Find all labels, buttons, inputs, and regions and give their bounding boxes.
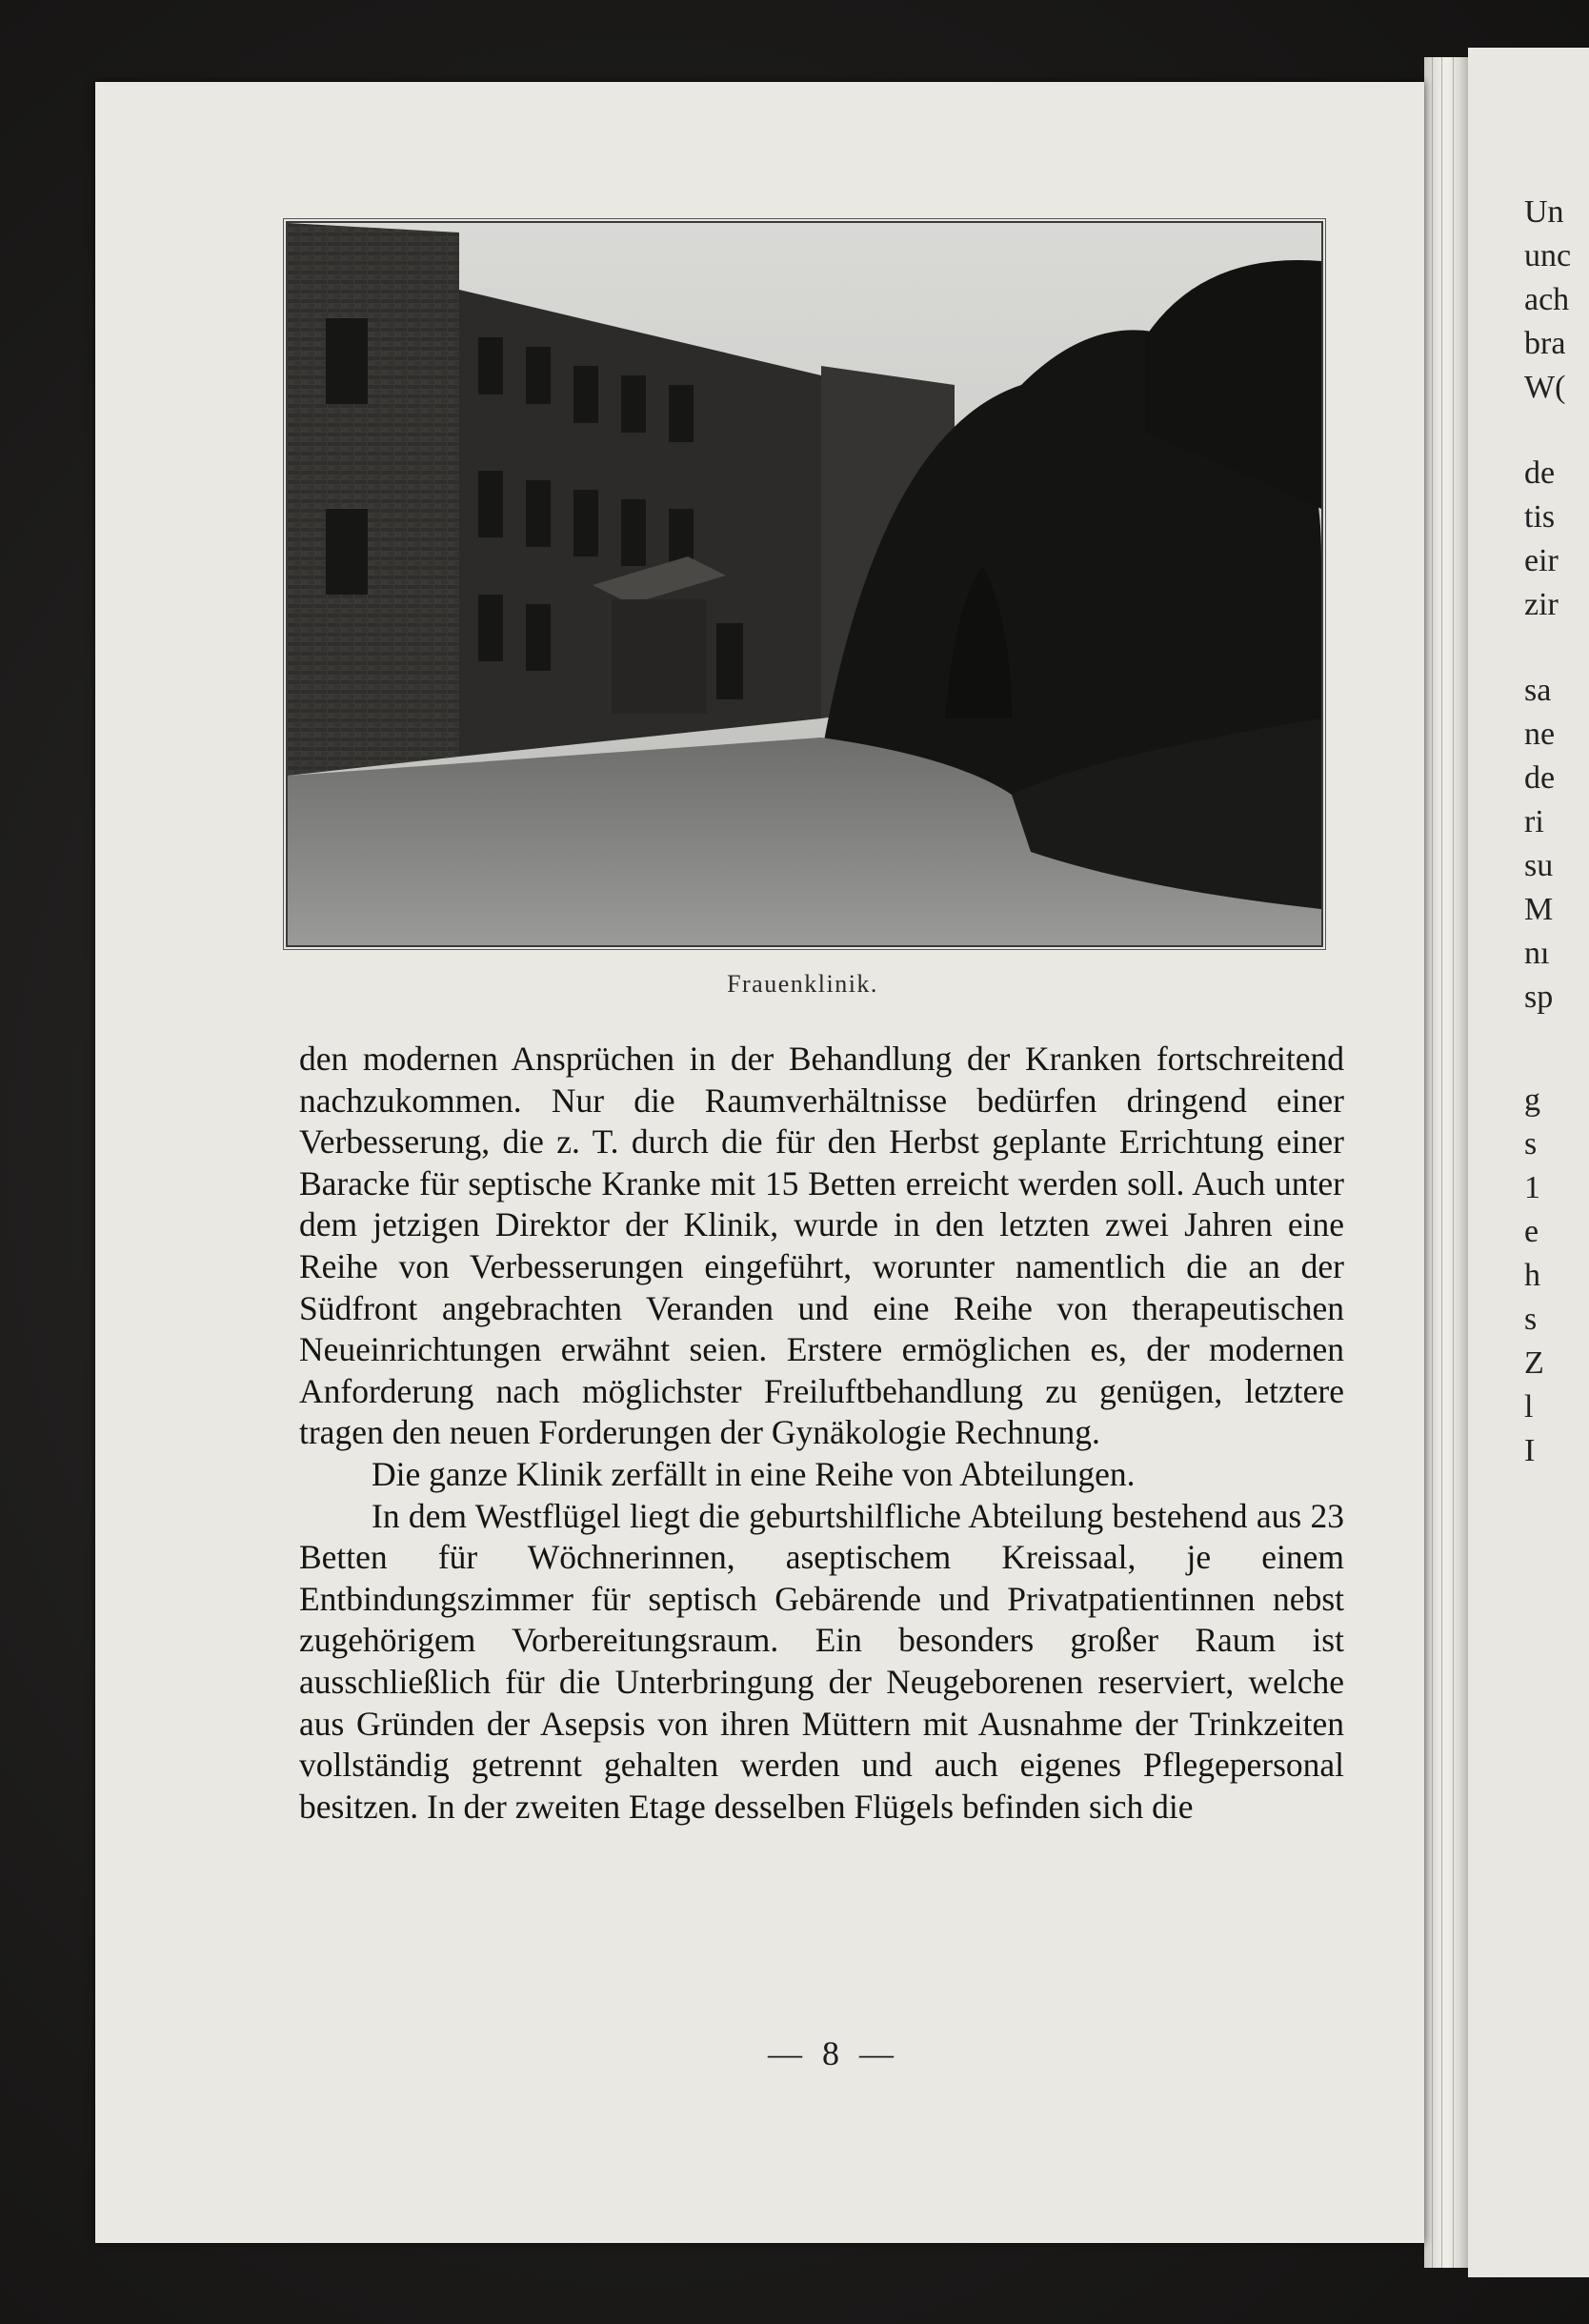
- adjacent-fragment: eir: [1524, 543, 1559, 578]
- adjacent-fragment: l: [1524, 1389, 1534, 1425]
- adjacent-fragment: unc: [1524, 238, 1572, 273]
- adjacent-fragment: bra: [1524, 326, 1566, 361]
- adjacent-fragment: de: [1524, 455, 1556, 491]
- adjacent-fragment: nı: [1524, 936, 1550, 971]
- adjacent-fragment: s: [1524, 1126, 1538, 1162]
- clinic-photograph: [286, 221, 1323, 947]
- adjacent-fragment: zir: [1524, 587, 1559, 622]
- building-illustration: [288, 223, 1321, 945]
- adjacent-fragment: h: [1524, 1258, 1540, 1293]
- adjacent-fragment: ri: [1524, 804, 1544, 839]
- page-number: — 8 —: [768, 2034, 899, 2072]
- adjacent-fragment: Un: [1524, 194, 1564, 230]
- adjacent-fragment: g: [1524, 1082, 1540, 1118]
- paragraph: Die ganze Klinik zerfällt in eine Reihe von Abteilungen.: [372, 1454, 1136, 1493]
- figure-caption: Frauenklinik.: [727, 970, 878, 998]
- adjacent-fragment: W(: [1524, 370, 1566, 405]
- adjacent-fragment: M: [1524, 892, 1554, 927]
- adjacent-fragment: I: [1524, 1433, 1536, 1468]
- adjacent-fragment: Z: [1524, 1345, 1544, 1381]
- adjacent-page-text: [1524, 191, 1589, 1525]
- adjacent-fragment: ach: [1524, 282, 1570, 317]
- adjacent-fragment: 1: [1524, 1170, 1540, 1205]
- book-gutter: [1424, 57, 1468, 2268]
- adjacent-fragment: de: [1524, 760, 1556, 796]
- adjacent-fragment: s: [1524, 1302, 1538, 1337]
- adjacent-fragment: e: [1524, 1214, 1539, 1249]
- paragraph: In dem Westflügel liegt die geburtshilfliche Abteilung bestehend aus 23 Betten für Wöchnerinnen, aseptischem Kreissaal, je einem Entbindungszimmer für septisch Gebärende und Privatpatientinnen nebst zugehörigem Vorbereitungsraum. Ein besonders großer Raum ist ausschließlich für die Unterbringung der Neugeborenen reserviert, welche aus Gründen der Asepsis von ihren Müttern mit Ausnahme der Trinkzeiten vollständig getrennt gehalten werden und auch eigenes Pflegepersonal besitzen. In der zweiten Etage desselben Flügels befinden sich die: [299, 1496, 1344, 1826]
- body-text: [299, 1039, 1344, 1828]
- adjacent-fragment: sp: [1524, 980, 1554, 1015]
- adjacent-fragment: su: [1524, 848, 1554, 883]
- adjacent-fragment: tis: [1524, 499, 1556, 535]
- adjacent-fragment: sa: [1524, 673, 1552, 708]
- adjacent-fragment: ne: [1524, 717, 1556, 752]
- paragraph: den modernen Ansprüchen in der Behandlung der Kranken fortschreitend nachzukommen. Nur die Raumverhältnisse bedürfen dringend einer Verbesserung, die z. T. durch die für den Herbst geplante Errichtung einer Baracke für septische Kranke mit 15 Betten erreicht werden soll. Auch unter dem jetzigen Direktor der Klinik, wurde in den letzten zwei Jahren eine Reihe von Verbesserungen eingeführt, worunter namentlich die an der Südfront angebrachten Veranden und eine Reihe von therapeutischen Neueinrichtungen erwähnt seien. Erstere ermöglichen es, der modernen Anforderung nach möglichster Freiluftbehandlung zu genügen, letztere tragen den neuen Forderungen der Gynäkologie Rechnung.: [299, 1040, 1344, 1452]
